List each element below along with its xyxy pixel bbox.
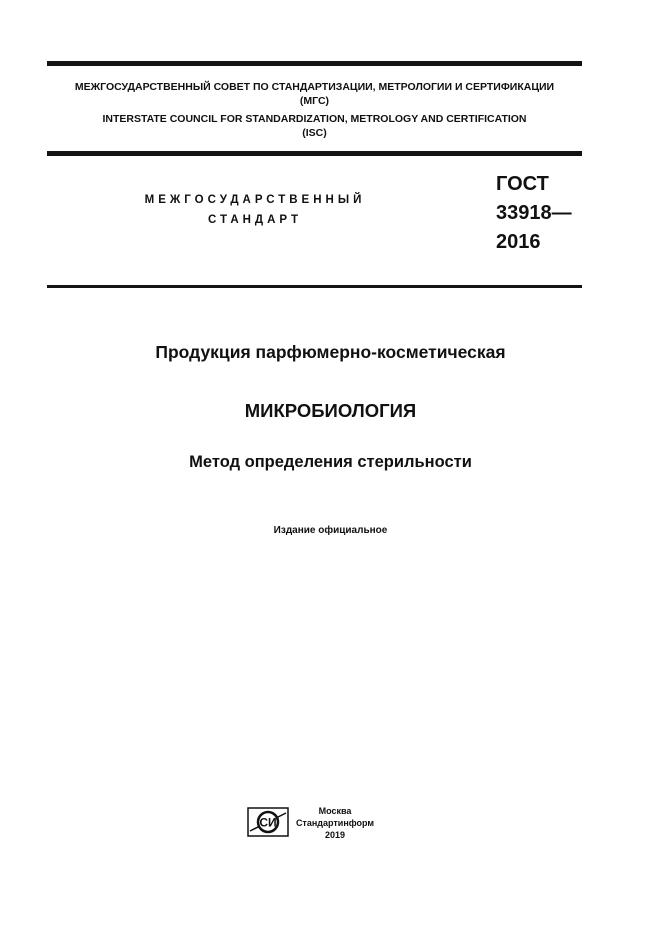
council-abbr-ru: (МГС) [299,95,330,107]
publisher-name: Стандартинформ [295,818,375,828]
gost-number: 33918— [496,202,572,224]
gost-designation [496,170,572,257]
subject-title: МИКРОБИОЛОГИЯ [244,400,417,421]
gost-year: 2016 [496,231,541,253]
method-title: Метод определения стерильности [189,453,472,471]
standartinform-logo-icon [247,807,289,837]
bottom-rule [47,285,582,288]
logo-text: СИ [259,815,277,830]
council-abbr-en: (ISC) [302,127,327,139]
publisher-city: Москва [318,806,352,816]
council-name-en [47,112,582,140]
edition-note: Издание официальное [273,525,388,536]
council-name-ru [47,80,582,108]
standard-kind-line1: МЕЖГОСУДАРСТВЕННЫЙ [144,194,366,206]
gost-label: ГОСТ [496,173,549,195]
standard-kind [110,190,400,230]
product-title: Продукция парфюмерно-косметическая [155,342,506,362]
council-name-en-line1: INTERSTATE COUNCIL FOR STANDARDIZATION, METROLOGY AND CERTIFICATION [102,113,527,125]
publisher-year: 2019 [324,830,346,840]
council-name-ru-line1: МЕЖГОСУДАРСТВЕННЫЙ СОВЕТ ПО СТАНДАРТИЗАЦИИ, МЕТРОЛОГИИ И СЕРТИФИКАЦИИ [74,81,555,93]
standard-kind-line2: СТАНДАРТ [208,214,302,226]
middle-rule [47,151,582,156]
publisher-block [295,805,375,841]
top-rule [47,61,582,66]
